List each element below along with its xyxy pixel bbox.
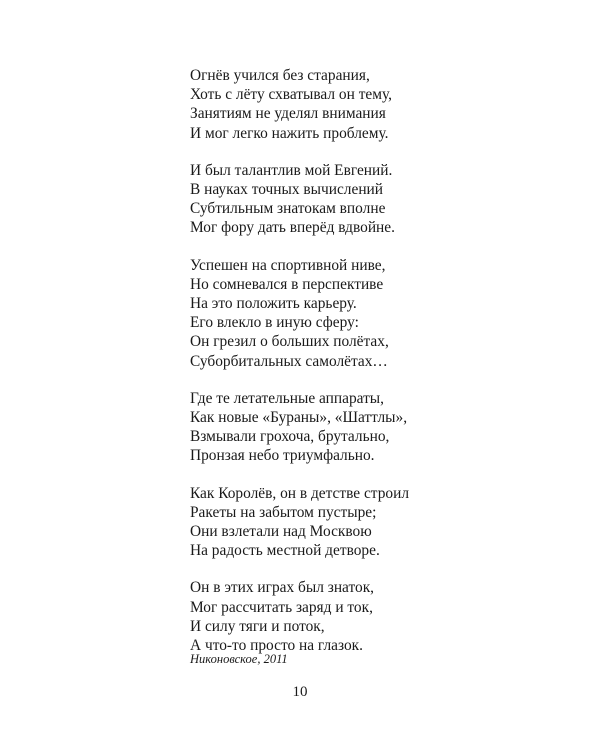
stanza-1 <box>190 66 570 143</box>
poem-line: Пронзая небо триумфально. <box>190 447 375 465</box>
poem-line: Он грезил о больших полётах, <box>190 333 389 351</box>
poem-line: Субтильным знатокам вполне <box>190 200 386 218</box>
poem-line: Но сомневался в перспективе <box>190 275 384 293</box>
page-number: 10 <box>292 684 308 700</box>
poem-line: Он в этих играх был знаток, <box>190 579 375 597</box>
stanza-4 <box>190 389 570 466</box>
poem-line: На это положить карьеру. <box>190 295 357 313</box>
poem-line: Успешен на спортивной ниве, <box>190 256 386 274</box>
stanza-5 <box>190 484 570 561</box>
poem-line: Взмывали грохоча, брутально, <box>190 428 390 446</box>
poem-line: И силу тяги и поток, <box>190 617 325 635</box>
poem-line: Суборбитальных самолётах… <box>190 352 388 370</box>
stanza-2 <box>190 161 570 238</box>
poem-line: Ракеты на забытом пустыре; <box>190 503 377 521</box>
poem-line: А что-то просто на глазок. <box>190 637 363 655</box>
poem-line: Они взлетали над Москвою <box>190 523 372 541</box>
stanza-6 <box>190 578 570 655</box>
poem-line: Занятиям не уделял внимания <box>190 105 386 123</box>
poem-line: Огнёв учился без старания, <box>190 67 370 84</box>
poem-line: На радость местной детворе. <box>190 542 380 560</box>
poem-line: Мог фору дать вперёд вдвойне. <box>190 219 395 237</box>
poem-line: В науках точных вычислений <box>190 181 384 199</box>
poem-line: И был талантлив мой Евгений. <box>190 161 393 179</box>
poem-line: И мог легко нажить проблему. <box>190 124 389 142</box>
poem-line: Хоть с лёту схватывал он тему, <box>190 86 393 104</box>
poem <box>190 66 570 673</box>
poem-line: Как новые «Бураны», «Шаттлы», <box>190 409 408 427</box>
stanza-3 <box>190 256 570 371</box>
poem-signature: Никоновское, 2011 <box>190 652 288 666</box>
poem-line: Где те летательные аппараты, <box>190 389 384 407</box>
poem-line: Его влекло в иную сферу: <box>190 314 359 332</box>
poem-line: Как Королёв, он в детстве строил <box>190 484 410 502</box>
poem-line: Мог рассчитать заряд и ток, <box>190 598 373 616</box>
